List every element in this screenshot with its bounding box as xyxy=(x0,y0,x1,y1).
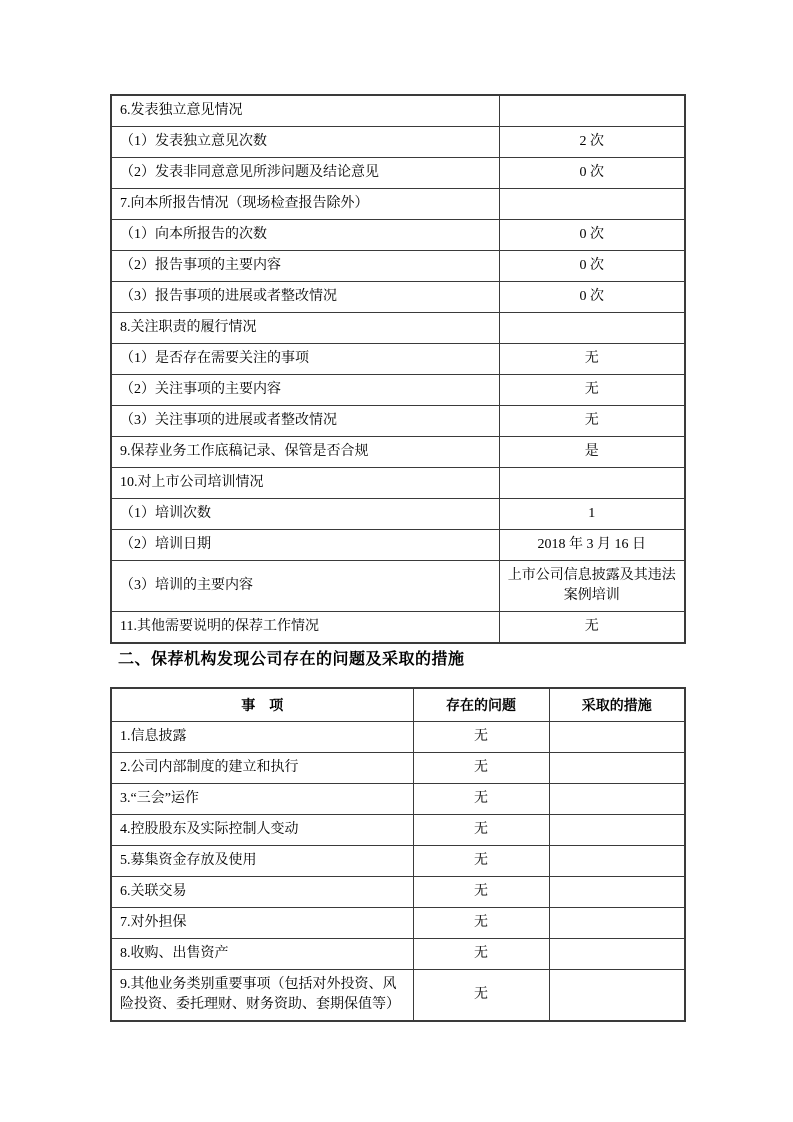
item-cell: （2）培训日期 xyxy=(111,530,499,561)
value-cell: 0 次 xyxy=(499,158,685,189)
item-cell: 1.信息披露 xyxy=(111,722,413,753)
problem-cell: 无 xyxy=(413,722,549,753)
problem-cell: 无 xyxy=(413,908,549,939)
item-cell: （3）报告事项的进展或者整改情况 xyxy=(111,282,499,313)
table-row xyxy=(111,815,685,846)
problem-cell: 无 xyxy=(413,815,549,846)
value-cell: 无 xyxy=(499,406,685,437)
table-row xyxy=(111,846,685,877)
table-row xyxy=(111,344,685,375)
value-cell: 无 xyxy=(499,612,685,644)
value-cell: 是 xyxy=(499,437,685,468)
problem-cell: 无 xyxy=(413,784,549,815)
value-cell xyxy=(499,468,685,499)
item-cell: 10.对上市公司培训情况 xyxy=(111,468,499,499)
table-row xyxy=(111,220,685,251)
table-row xyxy=(111,127,685,158)
table-row xyxy=(111,251,685,282)
measure-cell xyxy=(549,784,685,815)
table-row xyxy=(111,722,685,753)
item-cell: （1）向本所报告的次数 xyxy=(111,220,499,251)
problem-cell: 无 xyxy=(413,970,549,1022)
item-cell: 9.保荐业务工作底稿记录、保管是否合规 xyxy=(111,437,499,468)
sponsorship-work-table xyxy=(110,94,686,644)
problem-cell: 无 xyxy=(413,846,549,877)
table-row xyxy=(111,95,685,127)
table-row xyxy=(111,406,685,437)
header-problem: 存在的问题 xyxy=(413,688,549,722)
table-row xyxy=(111,939,685,970)
measure-cell xyxy=(549,908,685,939)
value-cell: 2 次 xyxy=(499,127,685,158)
item-cell: 5.募集资金存放及使用 xyxy=(111,846,413,877)
table-row xyxy=(111,784,685,815)
measure-cell xyxy=(549,753,685,784)
table-row xyxy=(111,189,685,220)
table-row xyxy=(111,468,685,499)
item-cell: 3.“三会”运作 xyxy=(111,784,413,815)
table-row xyxy=(111,970,685,1022)
item-cell: 6.关联交易 xyxy=(111,877,413,908)
table-row xyxy=(111,530,685,561)
value-cell: 0 次 xyxy=(499,282,685,313)
value-cell: 上市公司信息披露及其违法案例培训 xyxy=(499,561,685,612)
header-measure: 采取的措施 xyxy=(549,688,685,722)
problem-cell: 无 xyxy=(413,877,549,908)
item-cell: （1）发表独立意见次数 xyxy=(111,127,499,158)
item-cell: （1）培训次数 xyxy=(111,499,499,530)
item-cell: 4.控股股东及实际控制人变动 xyxy=(111,815,413,846)
measure-cell xyxy=(549,939,685,970)
value-cell: 0 次 xyxy=(499,251,685,282)
item-cell: 11.其他需要说明的保荐工作情况 xyxy=(111,612,499,644)
problem-cell: 无 xyxy=(413,939,549,970)
item-cell: （3）培训的主要内容 xyxy=(111,561,499,612)
item-cell: （1）是否存在需要关注的事项 xyxy=(111,344,499,375)
item-cell: （2）报告事项的主要内容 xyxy=(111,251,499,282)
value-cell: 0 次 xyxy=(499,220,685,251)
measure-cell xyxy=(549,970,685,1022)
table-row xyxy=(111,437,685,468)
measure-cell xyxy=(549,815,685,846)
issues-measures-table xyxy=(110,687,686,1022)
item-cell: 6.发表独立意见情况 xyxy=(111,95,499,127)
table-row xyxy=(111,877,685,908)
item-cell: （3）关注事项的进展或者整改情况 xyxy=(111,406,499,437)
sponsorship-work-table-body xyxy=(111,95,685,643)
item-cell: 7.向本所报告情况（现场检查报告除外） xyxy=(111,189,499,220)
section-2-heading: 二、保荐机构发现公司存在的问题及采取的措施 xyxy=(118,651,465,668)
value-cell xyxy=(499,313,685,344)
header-item: 事 项 xyxy=(111,688,413,722)
item-cell: 8.收购、出售资产 xyxy=(111,939,413,970)
value-cell: 2018 年 3 月 16 日 xyxy=(499,530,685,561)
measure-cell xyxy=(549,846,685,877)
item-cell: （2）发表非同意意见所涉问题及结论意见 xyxy=(111,158,499,189)
table-row xyxy=(111,499,685,530)
value-cell: 无 xyxy=(499,344,685,375)
item-cell: 7.对外担保 xyxy=(111,908,413,939)
item-cell: 2.公司内部制度的建立和执行 xyxy=(111,753,413,784)
issues-measures-table-head xyxy=(111,688,685,722)
table-row xyxy=(111,158,685,189)
value-cell xyxy=(499,189,685,220)
item-cell: 8.关注职责的履行情况 xyxy=(111,313,499,344)
measure-cell xyxy=(549,722,685,753)
value-cell: 无 xyxy=(499,375,685,406)
value-cell xyxy=(499,95,685,127)
item-cell: 9.其他业务类别重要事项（包括对外投资、风险投资、委托理财、财务资助、套期保值等） xyxy=(111,970,413,1022)
table-row xyxy=(111,375,685,406)
table-header-row xyxy=(111,688,685,722)
issues-measures-table-body xyxy=(111,722,685,1022)
problem-cell: 无 xyxy=(413,753,549,784)
table-row xyxy=(111,313,685,344)
table-row xyxy=(111,612,685,644)
table-row xyxy=(111,282,685,313)
table-row xyxy=(111,561,685,612)
table-row xyxy=(111,753,685,784)
table-row xyxy=(111,908,685,939)
value-cell: 1 xyxy=(499,499,685,530)
measure-cell xyxy=(549,877,685,908)
item-cell: （2）关注事项的主要内容 xyxy=(111,375,499,406)
